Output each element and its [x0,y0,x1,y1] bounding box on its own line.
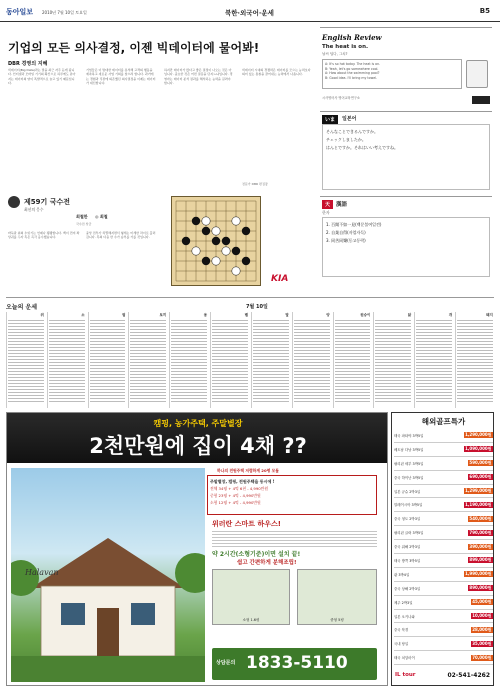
zodiac-text [130,318,166,404]
golf-item-name: 필리핀 세부 3박5일 [394,461,424,466]
ad-headline: 2천만원에 집이 4채 ?? [89,434,307,458]
japanese-line: そんなことできるんですか。 [326,129,378,134]
go-round: 최선의 응수 [24,207,44,212]
golf-item-name: 제주 2박3일 [394,600,413,605]
golf-item [394,498,493,512]
hanja-line: 2. 自業自得(자업자득) [326,230,366,235]
page-header [0,0,500,22]
zodiac-text [335,318,371,404]
golf-item-name: 태국 파타야 3박5일 [394,433,424,438]
dialog-line: B: Good idea. I'll bring my towel. [325,75,378,80]
golf-item-price: 1,990,000원 [465,571,492,577]
go-commentary-1: 바둑판 위의 수읽기는 언제나 팽팽합니다. 백이 먼저 좌상귀를 두자 흑은 즉각 응수했습니다. [8,231,80,240]
golf-item-name: 태국 치앙마이 [394,656,415,661]
go-commentary-2: 중앙 전투가 치열해지면서 형세는 미세한 차이로 흘러갑니다. 흑의 다음 한 수가 승부를 가를 것입니다. [86,231,156,240]
zodiac-text [8,318,44,404]
golf-phone[interactable]: 02-541-4262 [447,672,490,679]
japanese-tag: いま [322,115,338,124]
golf-item-name: 말레이시아 3박5일 [394,503,423,508]
zodiac-column [414,312,453,408]
go-logo-icon [8,196,20,208]
promo-line: 소형 12평 + 4억 - 4,990만원 [210,500,261,505]
zodiac-name: 양 [326,313,330,317]
golf-item-price: 540,000원 [469,515,492,521]
zodiac-column [373,312,412,408]
golf-item-price: 590,000원 [469,460,492,466]
english-phrase-ko: 날씨 덥다, 그치? [322,52,348,56]
golf-item-price: 1,290,000원 [465,432,492,438]
go-board [171,196,261,286]
golf-item [394,457,493,471]
zodiac-column [128,312,167,408]
golf-item-price: 10,000원 [472,613,492,619]
golf-list [394,429,493,667]
house-photo [11,468,205,682]
ad-note: 하나의 전원주택 저렴하게 20평 모듈 [217,468,279,473]
golf-item-name: 국내 당일 [394,642,409,647]
zodiac-name: 말 [285,313,289,317]
hanja-box [320,196,492,292]
ad-tagline: 캠핑, 농가주택, 주말별장 [153,419,243,428]
article-caption: 전문가 DBR 편집장 [242,182,268,186]
article-kicker: DBR 경영의 지혜 [8,61,48,67]
zodiac-text [90,318,126,404]
zodiac-name: 돼지 [486,313,493,317]
article-col-3: 하지만 데이터가 많다고 좋은 결정이 나오는 것은 아닙니다. 중요한 것은 어떤 질문을 던지느냐입니다. 경영자는 데이터 분석 결과를 해석하는 능력을 길러야 합니다. [164,68,233,85]
zodiac-name: 뱀 [244,313,248,317]
zodiac-text [457,318,493,404]
golf-item-name: 일본 규슈 2박3일 [394,489,421,494]
golf-item-name: 중국 위해 2박3일 [394,545,421,550]
zodiac-column [333,312,372,408]
ad-product-desc [212,529,377,547]
golf-item [394,429,493,443]
golf-ad [391,412,494,686]
hanja-title: 漢語 [336,202,348,208]
house-brand: Halavan [25,568,59,577]
promo-line: 주말별장, 캠핑, 전원주택을 동시에 ! [210,479,275,484]
golf-item-name: 필리핀 클락 3박5일 [394,531,424,536]
english-dialog [322,59,462,89]
zodiac-text [253,318,289,404]
white-player: ◎ 최철 [95,214,108,219]
zodiac-name: 쥐 [40,313,44,317]
golf-item-name: 중국 청도 2박3일 [394,517,421,522]
thumb-label: 중형 5평 [330,618,344,622]
promo-line: 중형 23평 + 4억 - 4,990만원 [210,493,261,498]
hanja-line: 3. 同苦同樂(동고동락) [326,238,366,243]
sponsor-logo: KIA [271,274,289,284]
hanja-line: 1. 百聞不如一見(백문불여일견) [326,222,382,227]
phone-number: 1833-5110 [246,653,348,673]
phone-illustration-icon [466,60,488,88]
zodiac-text [49,318,85,404]
zodiac-column [251,312,290,408]
golf-item [394,540,493,554]
japanese-box [320,111,492,193]
zodiac-column [455,312,494,408]
fortune-title: 오늘의 운세 [6,304,38,311]
go-title: 제59기 국수전 [24,198,70,206]
golf-item-price: 28,000원 [472,626,492,632]
golf-title: 해외골프특가 [421,417,466,426]
golf-item-price: 890,000원 [469,585,492,591]
golf-item [394,526,493,540]
thumb-label: 소형 1.6평 [242,618,260,622]
golf-item-price: 35,000원 [472,640,492,646]
zodiac-text [416,318,452,404]
zodiac-column [169,312,208,408]
zodiac-column [292,312,331,408]
golf-item-price: 70,000원 [472,654,492,660]
zodiac-column [88,312,127,408]
golf-item-name: 중국 하이난 3박5일 [394,475,424,480]
golf-item [394,443,493,457]
go-prize: 국수전 상금 [76,222,92,226]
zodiac-column [47,312,86,408]
house-ad [6,412,388,686]
promo-line: 전체 34평 + 4억 6천 - 4,990만원 [210,486,268,491]
dialog-line: A: How about the swimming pool? [325,71,380,76]
zodiac-name: 원숭이 [360,313,371,317]
hanja-content [322,217,490,277]
zodiac-name: 닭 [407,313,412,317]
english-phrase: The heat is on. [322,44,369,50]
golf-item [394,485,493,499]
go-section [6,194,316,294]
section-title: 북한·외국어·운세 [225,9,274,17]
golf-item-name: 태국 방콕 3박5일 [394,558,421,563]
zodiac-text [294,318,330,404]
golf-item [394,651,493,665]
english-footer: 시사영어사 영어교육연구소 [322,96,360,100]
zodiac-column [210,312,249,408]
fortune-section [6,297,494,409]
golf-item-name: 중국 북경 [394,628,409,633]
golf-item [394,596,493,610]
go-players [76,214,108,220]
phone-label: 상담문의 [216,660,236,666]
dialog-line: A: It's so hot today. The heat is on. [325,62,381,66]
article [6,27,316,191]
golf-item-name: 일본 오키나와 [394,614,415,619]
zodiac-name: 범 [122,313,126,317]
japanese-title: 일본어 [342,116,357,122]
golf-item-name: 베트남 다낭 3박5일 [394,447,424,452]
newspaper-logo: 동아일보 [6,7,34,16]
golf-item [394,610,493,624]
zodiac-column [6,312,45,408]
article-col-4: 빅데이터 시대의 경쟁력은 데이터를 모으는 능력보다 의미 있는 통찰을 끌어내는 능력에서 나옵니다. [242,68,311,77]
ad-event: 약 2시간(소형기준)이면 설치 끝! [212,551,301,558]
zodiac-row [6,312,494,408]
golf-item-price: 899,000원 [469,557,492,563]
ad-product-title: 위러란 스마트 하우스! [212,520,281,528]
golf-item [394,471,493,485]
article-headline: 기업의 모든 의사결정, 이젠 빅데이터에 물어봐! [8,41,260,55]
golf-item-price: 1,190,000원 [465,501,492,507]
go-board-grid [172,197,260,285]
issue-date: 2010년 7월 10일 토요일 [42,10,87,15]
golf-item [394,582,493,596]
ad-phone-box[interactable] [212,648,377,680]
english-review-title: English Review [322,33,382,42]
zodiac-text [212,318,248,404]
japanese-line: チェックしましたか。 [326,137,366,142]
golf-item-price: 790,000원 [469,529,492,535]
ad-thumb-2 [297,569,377,625]
golf-item-price: 690,000원 [469,474,492,480]
article-col-2: 기업들은 이 방대한 데이터를 분석해 고객의 행동을 예측하고 새로운 사업 기회를 찾으려 합니다. 과거에는 경험과 직관에 의존했던 의사결정을 이제는 데이터가 대신합니다. [86,68,156,85]
zodiac-name: 소 [81,313,85,317]
golf-item-price: 1,299,000원 [465,488,492,493]
japanese-content [322,124,490,190]
zodiac-name: 개 [448,313,453,317]
hanja-sub: 한자 [322,210,330,215]
dialog-line: B: Yeah, let's go somewhere cool. [325,66,379,71]
fortune-date: 7월 10일 [246,304,268,310]
golf-item [394,623,493,637]
golf-item-price: 390,000원 [469,543,492,549]
english-review-box [320,27,492,110]
golf-item [394,568,493,582]
golf-item-name: 괌 3박4일 [394,572,410,577]
zodiac-text [375,318,411,404]
hanja-tag: 天 [322,200,333,209]
article-col-1: 빅데이터(Big Data)라는 말을 최근 자주 듣게 됩니다. 인터넷과 모바일 기기의 확산으로 하루에도 쏟아지는 데이터의 양이 폭발적으로 늘고 있기 때문입니다. [8,68,76,85]
golf-item [394,637,493,651]
zodiac-name: 용 [203,313,208,317]
black-player: 최철한 [76,214,88,219]
zodiac-name: 토끼 [159,313,167,317]
golf-item-price: 1,090,000원 [465,446,492,452]
ad-promo-box [207,475,377,515]
english-logo [472,96,490,104]
japanese-line: はんとですか。それはいい考えですね。 [326,145,398,150]
zodiac-text [171,318,207,404]
golf-item [394,512,493,526]
page-number: B5 [479,7,490,15]
ad-banner [7,413,388,463]
golf-item-name: 중국 상해 2박3일 [394,586,421,591]
ad-thumb-1 [212,569,290,625]
golf-item [394,554,493,568]
ad-event-2: 쉽고 간편하게 분해조립! [237,560,297,566]
golf-item-price: 45,000원 [472,599,492,605]
golf-brand: IL tour [395,672,416,678]
